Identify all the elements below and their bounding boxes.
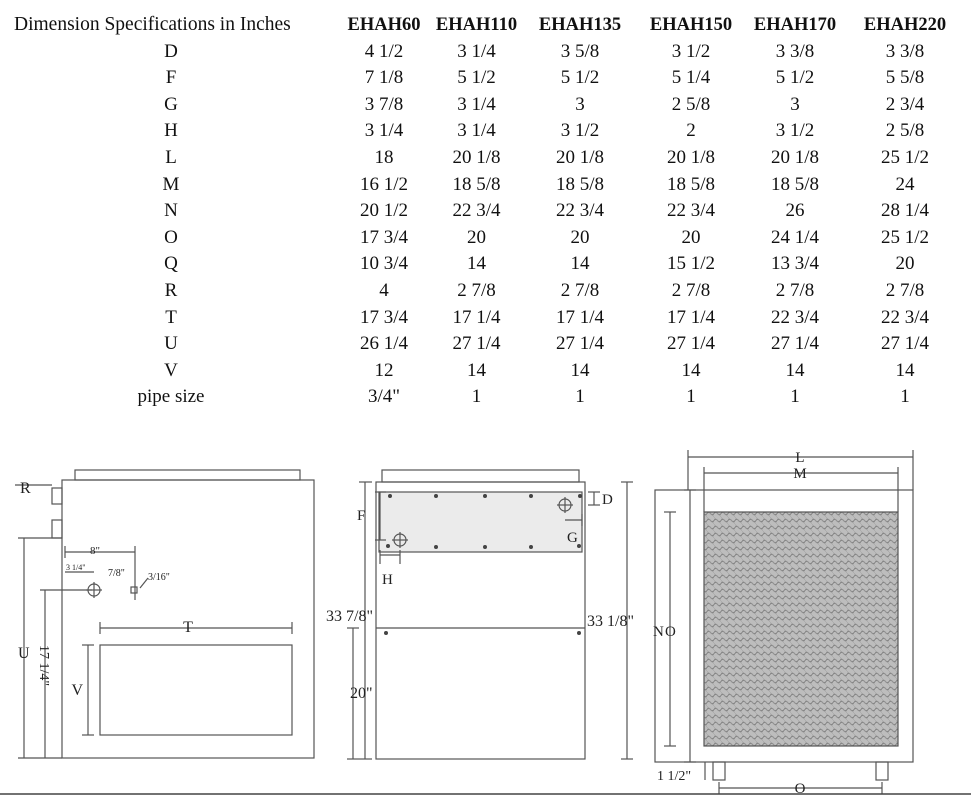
table-row <box>8 384 961 411</box>
dimension-drawings <box>0 440 971 795</box>
dimension-label: V <box>164 359 178 381</box>
dimension-value: 22 3/4 <box>880 306 930 328</box>
dimension-label: pipe size <box>137 386 205 408</box>
table-row <box>8 198 961 225</box>
dimension-value: 18 5/8 <box>555 173 605 195</box>
dimension-value: 2 <box>686 120 696 142</box>
table-row <box>8 172 961 199</box>
dimension-value: 10 3/4 <box>359 253 409 275</box>
dimension-value: 17 1/4 <box>666 306 716 328</box>
dim-3-1-4: 3 1/4" <box>66 563 86 572</box>
dimension-value: 4 <box>379 279 389 301</box>
dimension-value: 3 1/4 <box>364 120 404 142</box>
model-header: EHAH135 <box>538 15 622 35</box>
dimension-value: 17 1/4 <box>452 306 501 328</box>
dimension-value: 7 1/8 <box>364 67 404 89</box>
dimension-value: 2 5/8 <box>671 93 711 115</box>
dimension-value: 3 1/4 <box>457 93 496 115</box>
dimension-value: 20 <box>467 226 486 248</box>
dimension-value: 16 1/2 <box>359 173 409 195</box>
dim-17-1-4: 17 1/4" <box>36 645 51 687</box>
dimension-value: 3 3/8 <box>885 40 925 62</box>
dimension-value: 1 <box>686 386 696 408</box>
dimension-value: 26 <box>785 200 805 222</box>
dimension-value: 4 1/2 <box>364 40 404 62</box>
dimension-value: 1 <box>575 386 585 408</box>
label-u: U <box>18 645 30 662</box>
dimension-value: 3 7/8 <box>364 93 404 115</box>
table-row <box>8 65 961 92</box>
dimension-value: 20 1/2 <box>359 200 409 222</box>
dimension-value: 1 <box>900 386 910 408</box>
model-header: EHAH220 <box>863 15 947 35</box>
dimension-value: 3 3/8 <box>775 40 815 62</box>
dimension-value: 2 7/8 <box>885 279 925 301</box>
dimension-value: 27 1/4 <box>452 333 501 355</box>
dimension-value: 20 1/8 <box>666 146 716 168</box>
dimension-value: 3 1/2 <box>671 40 711 62</box>
dimension-value: 17 1/4 <box>555 306 605 328</box>
dimension-value: 27 1/4 <box>770 333 820 355</box>
dimension-value: 3 1/2 <box>775 120 815 142</box>
dimension-value: 22 3/4 <box>770 306 820 328</box>
dimension-label: T <box>165 306 177 328</box>
dimension-value: 14 <box>681 359 701 381</box>
dimension-value: 26 1/4 <box>359 333 409 355</box>
dimension-label: R <box>164 279 178 301</box>
model-header: EHAH110 <box>435 15 518 35</box>
dimension-value: 14 <box>467 359 486 381</box>
label-g: G <box>567 530 578 546</box>
label-t: T <box>183 619 193 636</box>
dimension-value: 2 3/4 <box>885 93 925 115</box>
dimension-label: L <box>165 146 177 168</box>
label-o-bottom: O <box>794 781 806 795</box>
dimension-value: 25 1/2 <box>880 226 930 248</box>
dimension-value: 2 7/8 <box>457 279 496 301</box>
dimension-value: 27 1/4 <box>880 333 930 355</box>
dimension-value: 18 5/8 <box>452 173 501 195</box>
label-h: H <box>382 572 393 588</box>
dim-7-8: 7/8" <box>108 568 125 579</box>
table-row <box>8 39 961 66</box>
back-view-drawing <box>655 450 913 794</box>
dimension-label: M <box>162 173 180 195</box>
dim-1-1-2: 1 1/2" <box>657 769 692 784</box>
dimension-value: 22 3/4 <box>452 200 501 222</box>
dim-20: 20" <box>350 685 373 702</box>
dimension-value: 3 1/2 <box>560 120 600 142</box>
dim-8: 8" <box>90 545 100 557</box>
table-row <box>8 92 961 119</box>
table-row <box>8 278 961 305</box>
table-corner-label: Dimension Specifications in Inches <box>14 14 291 35</box>
dimension-value: 18 5/8 <box>770 173 820 195</box>
dimension-value: 12 <box>374 359 394 381</box>
dimension-label: D <box>164 40 178 62</box>
dimension-value: 14 <box>570 253 590 275</box>
dimension-value: 20 1/8 <box>452 146 501 168</box>
dimension-value: 2 7/8 <box>775 279 815 301</box>
dimension-value: 14 <box>570 359 590 381</box>
dimension-label: U <box>164 333 178 355</box>
dimension-value: 27 1/4 <box>555 333 605 355</box>
dimension-value: 1 <box>471 386 482 408</box>
dimension-value: 14 <box>467 253 486 275</box>
table-row <box>8 225 961 252</box>
dimension-label: Q <box>164 253 178 275</box>
dimension-value: 20 <box>570 226 590 248</box>
dimension-value: 1 <box>790 386 800 408</box>
dimension-label: G <box>164 93 178 115</box>
dimension-value: 2 7/8 <box>560 279 600 301</box>
label-l: L <box>795 450 805 466</box>
model-header: EHAH150 <box>649 15 733 35</box>
dimension-value: 5 1/2 <box>560 67 600 89</box>
dimension-label: O <box>164 226 178 248</box>
dimension-value: 17 3/4 <box>359 226 409 248</box>
dimension-value: 3 5/8 <box>560 40 600 62</box>
dimension-label: H <box>164 120 178 142</box>
dimension-value: 5 1/2 <box>775 67 815 89</box>
dimension-value: 3 1/4 <box>457 120 496 142</box>
label-d: D <box>602 492 613 508</box>
label-o: O <box>665 624 676 640</box>
dimension-value: 20 1/8 <box>770 146 820 168</box>
dimension-value: 25 1/2 <box>880 146 930 168</box>
dimension-value: 17 3/4 <box>359 306 409 328</box>
dimension-value: 27 1/4 <box>666 333 716 355</box>
dimension-value: 3 <box>575 93 585 115</box>
model-header: EHAH60 <box>347 15 421 35</box>
label-f: F <box>357 508 366 524</box>
dimension-value: 20 <box>895 253 915 275</box>
side-view-drawing <box>15 470 314 758</box>
table-row <box>8 251 961 278</box>
dimension-value: 15 1/2 <box>666 253 716 275</box>
dimension-value: 28 1/4 <box>880 200 930 222</box>
table-row <box>8 331 961 358</box>
dimension-value: 24 <box>895 173 915 195</box>
dimension-value: 5 1/4 <box>671 67 711 89</box>
dimension-value: 3 1/4 <box>457 40 496 62</box>
dimension-label: N <box>164 200 178 222</box>
model-header: EHAH170 <box>753 15 837 35</box>
dimension-value: 14 <box>895 359 915 381</box>
header-row <box>8 12 961 39</box>
dimension-value: 24 1/4 <box>770 226 820 248</box>
label-r: R <box>20 480 31 497</box>
dimension-value: 5 5/8 <box>885 67 925 89</box>
label-v: V <box>71 682 83 699</box>
table-row <box>8 305 961 332</box>
dimension-value: 3 <box>790 93 800 115</box>
label-m: M <box>793 466 807 482</box>
dimension-value: 20 1/8 <box>555 146 605 168</box>
dim-33-7-8: 33 7/8" <box>326 608 373 625</box>
dimension-value: 2 5/8 <box>885 120 925 142</box>
dim-3-16: 3/16" <box>148 572 170 583</box>
dimension-label: F <box>165 67 177 89</box>
dimension-spec-table <box>8 12 961 411</box>
dimension-value: 18 5/8 <box>666 173 716 195</box>
dimension-value: 18 <box>374 146 394 168</box>
dimension-value: 3/4" <box>367 386 401 408</box>
table-row <box>8 145 961 172</box>
dimension-value: 2 7/8 <box>671 279 711 301</box>
table-row <box>8 358 961 385</box>
dimension-value: 20 <box>681 226 701 248</box>
dimension-value: 22 3/4 <box>555 200 605 222</box>
dimension-value: 14 <box>785 359 805 381</box>
label-n: N <box>653 624 664 640</box>
table-row <box>8 118 961 145</box>
dimension-value: 5 1/2 <box>457 67 496 89</box>
dim-33-1-8: 33 1/8" <box>587 613 634 630</box>
dimension-value: 22 3/4 <box>666 200 716 222</box>
dimension-value: 13 3/4 <box>770 253 820 275</box>
